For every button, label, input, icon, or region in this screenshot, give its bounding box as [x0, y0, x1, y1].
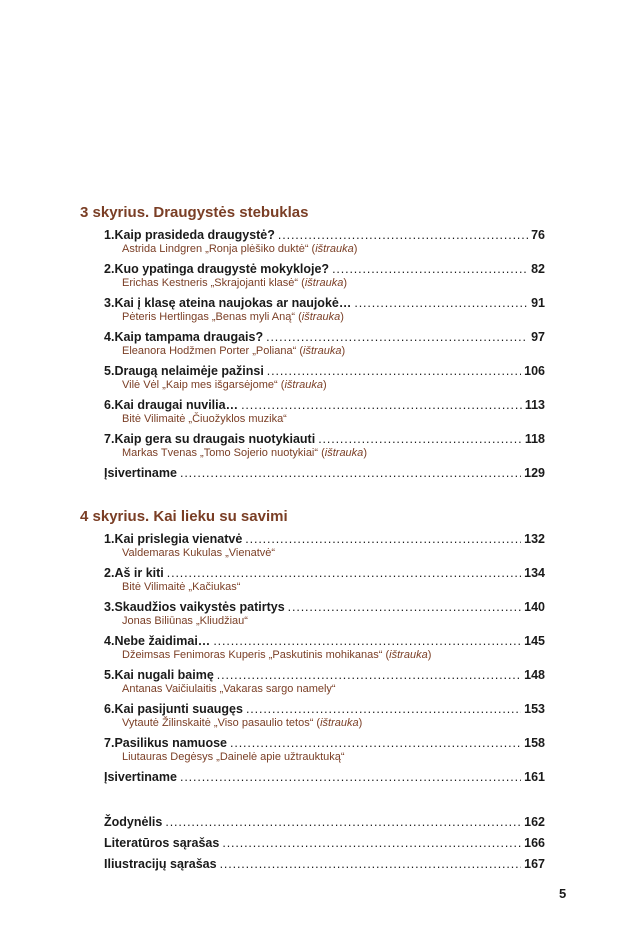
entry-page: 132 — [524, 532, 545, 546]
dot-leader — [241, 398, 522, 413]
dot-leader — [180, 770, 521, 785]
entry-number: 1. — [104, 532, 115, 546]
toc-entry[interactable] — [104, 262, 545, 292]
entry-note: ištrauka — [303, 345, 342, 357]
dot-leader — [245, 532, 521, 547]
entry-title: Nebe žaidimai… — [114, 634, 211, 648]
entry-number: 7. — [104, 432, 115, 446]
chapter-title: 4 skyrius. Kai lieku su savimi — [80, 508, 288, 525]
toc-entry-line — [104, 736, 545, 751]
entry-author: Eleanora Hodžmen Porter „Poliana“ (ištrauka) — [122, 345, 346, 357]
dot-leader — [213, 634, 521, 649]
entry-author-text: Vytautė Žilinskaitė „Viso pasaulio tetos“ — [122, 717, 314, 729]
toc-entry-line — [104, 330, 545, 345]
toc-entry[interactable] — [104, 668, 545, 698]
appendix-page: 167 — [524, 857, 545, 871]
entry-author-text: Markas Tvenas „Tomo Sojerio nuotykiai“ — [122, 447, 319, 459]
dot-leader — [354, 296, 528, 311]
entry-note: ištrauka — [389, 649, 428, 661]
toc-entry-line — [104, 432, 545, 447]
dot-leader — [332, 262, 528, 277]
dot-leader — [246, 702, 521, 717]
entry-title: Pasilikus namuose — [114, 736, 227, 750]
entry-author: Džeimsas Fenimoras Kuperis „Paskutinis mohikanas“ (ištrauka) — [122, 649, 432, 661]
entry-author — [122, 683, 545, 698]
entry-number: 5. — [104, 364, 115, 378]
entry-number: 6. — [104, 702, 115, 716]
entry-author-text: Vilė Vėl „Kaip mes išgarsėjome“ — [122, 379, 278, 391]
entry-number: 7. — [104, 736, 115, 750]
chapter-3-entries — [80, 228, 560, 481]
appendix-entry[interactable] — [104, 836, 545, 851]
appendix-list — [104, 815, 545, 878]
entry-author-text: Erichas Kestneris „Skrajojanti klasė“ — [122, 277, 299, 289]
entry-author-text: Valdemaras Kukulas „Vienatvė“ — [122, 547, 276, 559]
entry-page: 106 — [524, 364, 545, 378]
entry-author: Vytautė Žilinskaitė „Viso pasaulio tetos“ (ištrauka) — [122, 717, 363, 729]
entry-page: 153 — [524, 702, 545, 716]
dot-leader — [167, 566, 521, 581]
summary-page: 129 — [524, 466, 545, 480]
entry-number: 4. — [104, 330, 115, 344]
toc-entry[interactable] — [104, 364, 545, 394]
entry-author-text: Bitė Vilimaitė „Kačiukas“ — [122, 581, 241, 593]
entry-page: 118 — [524, 432, 545, 446]
entry-page: 82 — [531, 262, 545, 276]
dot-leader — [288, 600, 521, 615]
toc-entry[interactable] — [104, 532, 545, 562]
entry-author-text: Pėteris Hertlingas „Benas myli Aną“ — [122, 311, 296, 323]
toc-entry[interactable] — [104, 330, 545, 360]
entry-number: 3. — [104, 296, 115, 310]
entry-note: ištrauka — [301, 311, 341, 323]
summary-title: Įsivertiname — [104, 770, 177, 784]
appendix-title: Iliustracijų sąrašas — [104, 857, 217, 871]
entry-number: 1. — [104, 228, 115, 242]
entry-author-text: Astrida Lindgren „Ronja plėšiko duktė“ — [122, 243, 309, 255]
toc-entry-line — [104, 262, 545, 277]
toc-entry[interactable] — [104, 296, 545, 326]
entry-number: 3. — [104, 600, 115, 614]
entry-author — [122, 751, 545, 766]
chapter-4 — [80, 508, 560, 785]
entry-note: ištrauka — [304, 277, 344, 289]
entry-author-text: Džeimsas Fenimoras Kuperis „Paskutinis mohikanas“ — [122, 649, 383, 661]
toc-entry-line — [104, 566, 545, 581]
entry-note: ištrauka — [324, 447, 364, 459]
dot-leader — [278, 228, 528, 243]
dot-leader — [217, 668, 521, 683]
entry-note: ištrauka — [284, 379, 323, 391]
entry-number: 2. — [104, 566, 115, 580]
entry-author — [122, 581, 545, 596]
entry-page: 145 — [524, 634, 545, 648]
entry-title: Kai į klasę ateina naujokas ar naujokė… — [114, 296, 352, 310]
entry-title: Kaip prasideda draugystė? — [114, 228, 275, 242]
appendix-entry[interactable] — [104, 815, 545, 830]
toc-entry[interactable] — [104, 398, 545, 428]
entry-number: 4. — [104, 634, 115, 648]
dot-leader — [318, 432, 522, 447]
entry-title: Kai prislegia vienatvė — [114, 532, 243, 546]
toc-entry[interactable] — [104, 566, 545, 596]
entry-author: Pėteris Hertlingas „Benas myli Aną“ (ištrauka) — [122, 311, 344, 323]
entry-page: 158 — [524, 736, 545, 750]
dot-leader — [180, 466, 521, 481]
dot-leader — [267, 364, 521, 379]
toc-summary-entry[interactable] — [104, 770, 545, 785]
chapter-4-entries — [80, 532, 560, 785]
dot-leader — [222, 836, 521, 851]
entry-title: Aš ir kiti — [114, 566, 164, 580]
toc-entry[interactable] — [104, 634, 545, 664]
entry-title: Kaip tampama draugais? — [114, 330, 264, 344]
toc-entry-line — [104, 634, 545, 649]
page-number: 5 — [559, 886, 567, 901]
dot-leader — [266, 330, 528, 345]
toc-entry[interactable] — [104, 736, 545, 766]
dot-leader — [220, 857, 522, 872]
appendix-page: 162 — [524, 815, 545, 829]
entry-title: Kai nugali baimę — [114, 668, 214, 682]
toc-summary-entry[interactable] — [104, 466, 545, 481]
entry-author: Astrida Lindgren „Ronja plėšiko duktė“ (ištrauka) — [122, 243, 358, 255]
toc-entry-line — [104, 702, 545, 717]
entry-page: 113 — [524, 398, 545, 412]
summary-page: 161 — [524, 770, 545, 784]
appendix-title: Literatūros sąrašas — [104, 836, 220, 850]
entry-author-text: Antanas Vaičiulaitis „Vakaras sargo namely“ — [122, 683, 336, 695]
entry-page: 76 — [531, 228, 545, 242]
entry-number: 2. — [104, 262, 115, 276]
toc-entry-line — [104, 228, 545, 243]
entry-author — [122, 547, 545, 562]
toc-entry-line — [104, 296, 545, 311]
toc-entry[interactable] — [104, 228, 545, 258]
entry-title: Draugą nelaimėje pažinsi — [114, 364, 264, 378]
entry-note: ištrauka — [320, 717, 359, 729]
appendix-page: 166 — [524, 836, 545, 850]
entry-author: Markas Tvenas „Tomo Sojerio nuotykiai“ (ištrauka) — [122, 447, 367, 459]
appendix-entry[interactable] — [104, 857, 545, 872]
entry-number: 6. — [104, 398, 115, 412]
toc-entry-line — [104, 532, 545, 547]
toc-entry[interactable] — [104, 702, 545, 732]
entry-author-text: Eleanora Hodžmen Porter „Poliana“ — [122, 345, 297, 357]
entry-author: Erichas Kestneris „Skrajojanti klasė“ (ištrauka) — [122, 277, 348, 289]
dot-leader — [230, 736, 521, 751]
entry-author: Vilė Vėl „Kaip mes išgarsėjome“ (ištrauka) — [122, 379, 327, 391]
entry-title: Kaip gera su draugais nuotykiauti — [114, 432, 316, 446]
entry-page: 97 — [531, 330, 545, 344]
entry-page: 91 — [531, 296, 545, 310]
chapter-title: 3 skyrius. Draugystės stebuklas — [80, 204, 309, 221]
entry-title: Kuo ypatinga draugystė mokykloje? — [114, 262, 330, 276]
toc-entry-line — [104, 600, 545, 615]
entry-page: 140 — [524, 600, 545, 614]
entry-page: 134 — [524, 566, 545, 580]
entry-author-text: Liutauras Degėsys „Dainelė apie užtrauktuką“ — [122, 751, 345, 763]
summary-title: Įsivertiname — [104, 466, 177, 480]
toc-entry-line — [104, 668, 545, 683]
toc-entry[interactable] — [104, 600, 545, 630]
entry-author — [122, 615, 545, 630]
entry-title: Kai pasijunti suaugęs — [114, 702, 243, 716]
entry-author-text: Jonas Biliūnas „Kliudžiau“ — [122, 615, 248, 627]
chapter-3 — [80, 204, 560, 481]
entry-title: Kai draugai nuvilia… — [114, 398, 239, 412]
entry-number: 5. — [104, 668, 115, 682]
toc-entry[interactable] — [104, 432, 545, 462]
entry-author-text: Bitė Vilimaitė „Čiuožyklos muzika“ — [122, 413, 287, 425]
entry-note: ištrauka — [315, 243, 354, 255]
appendix-title: Žodynėlis — [104, 815, 163, 829]
toc-entry-line — [104, 398, 545, 413]
toc-entry-line — [104, 364, 545, 379]
entry-page: 148 — [524, 668, 545, 682]
entry-title: Skaudžios vaikystės patirtys — [114, 600, 285, 614]
entry-author — [122, 413, 545, 428]
dot-leader — [165, 815, 521, 830]
